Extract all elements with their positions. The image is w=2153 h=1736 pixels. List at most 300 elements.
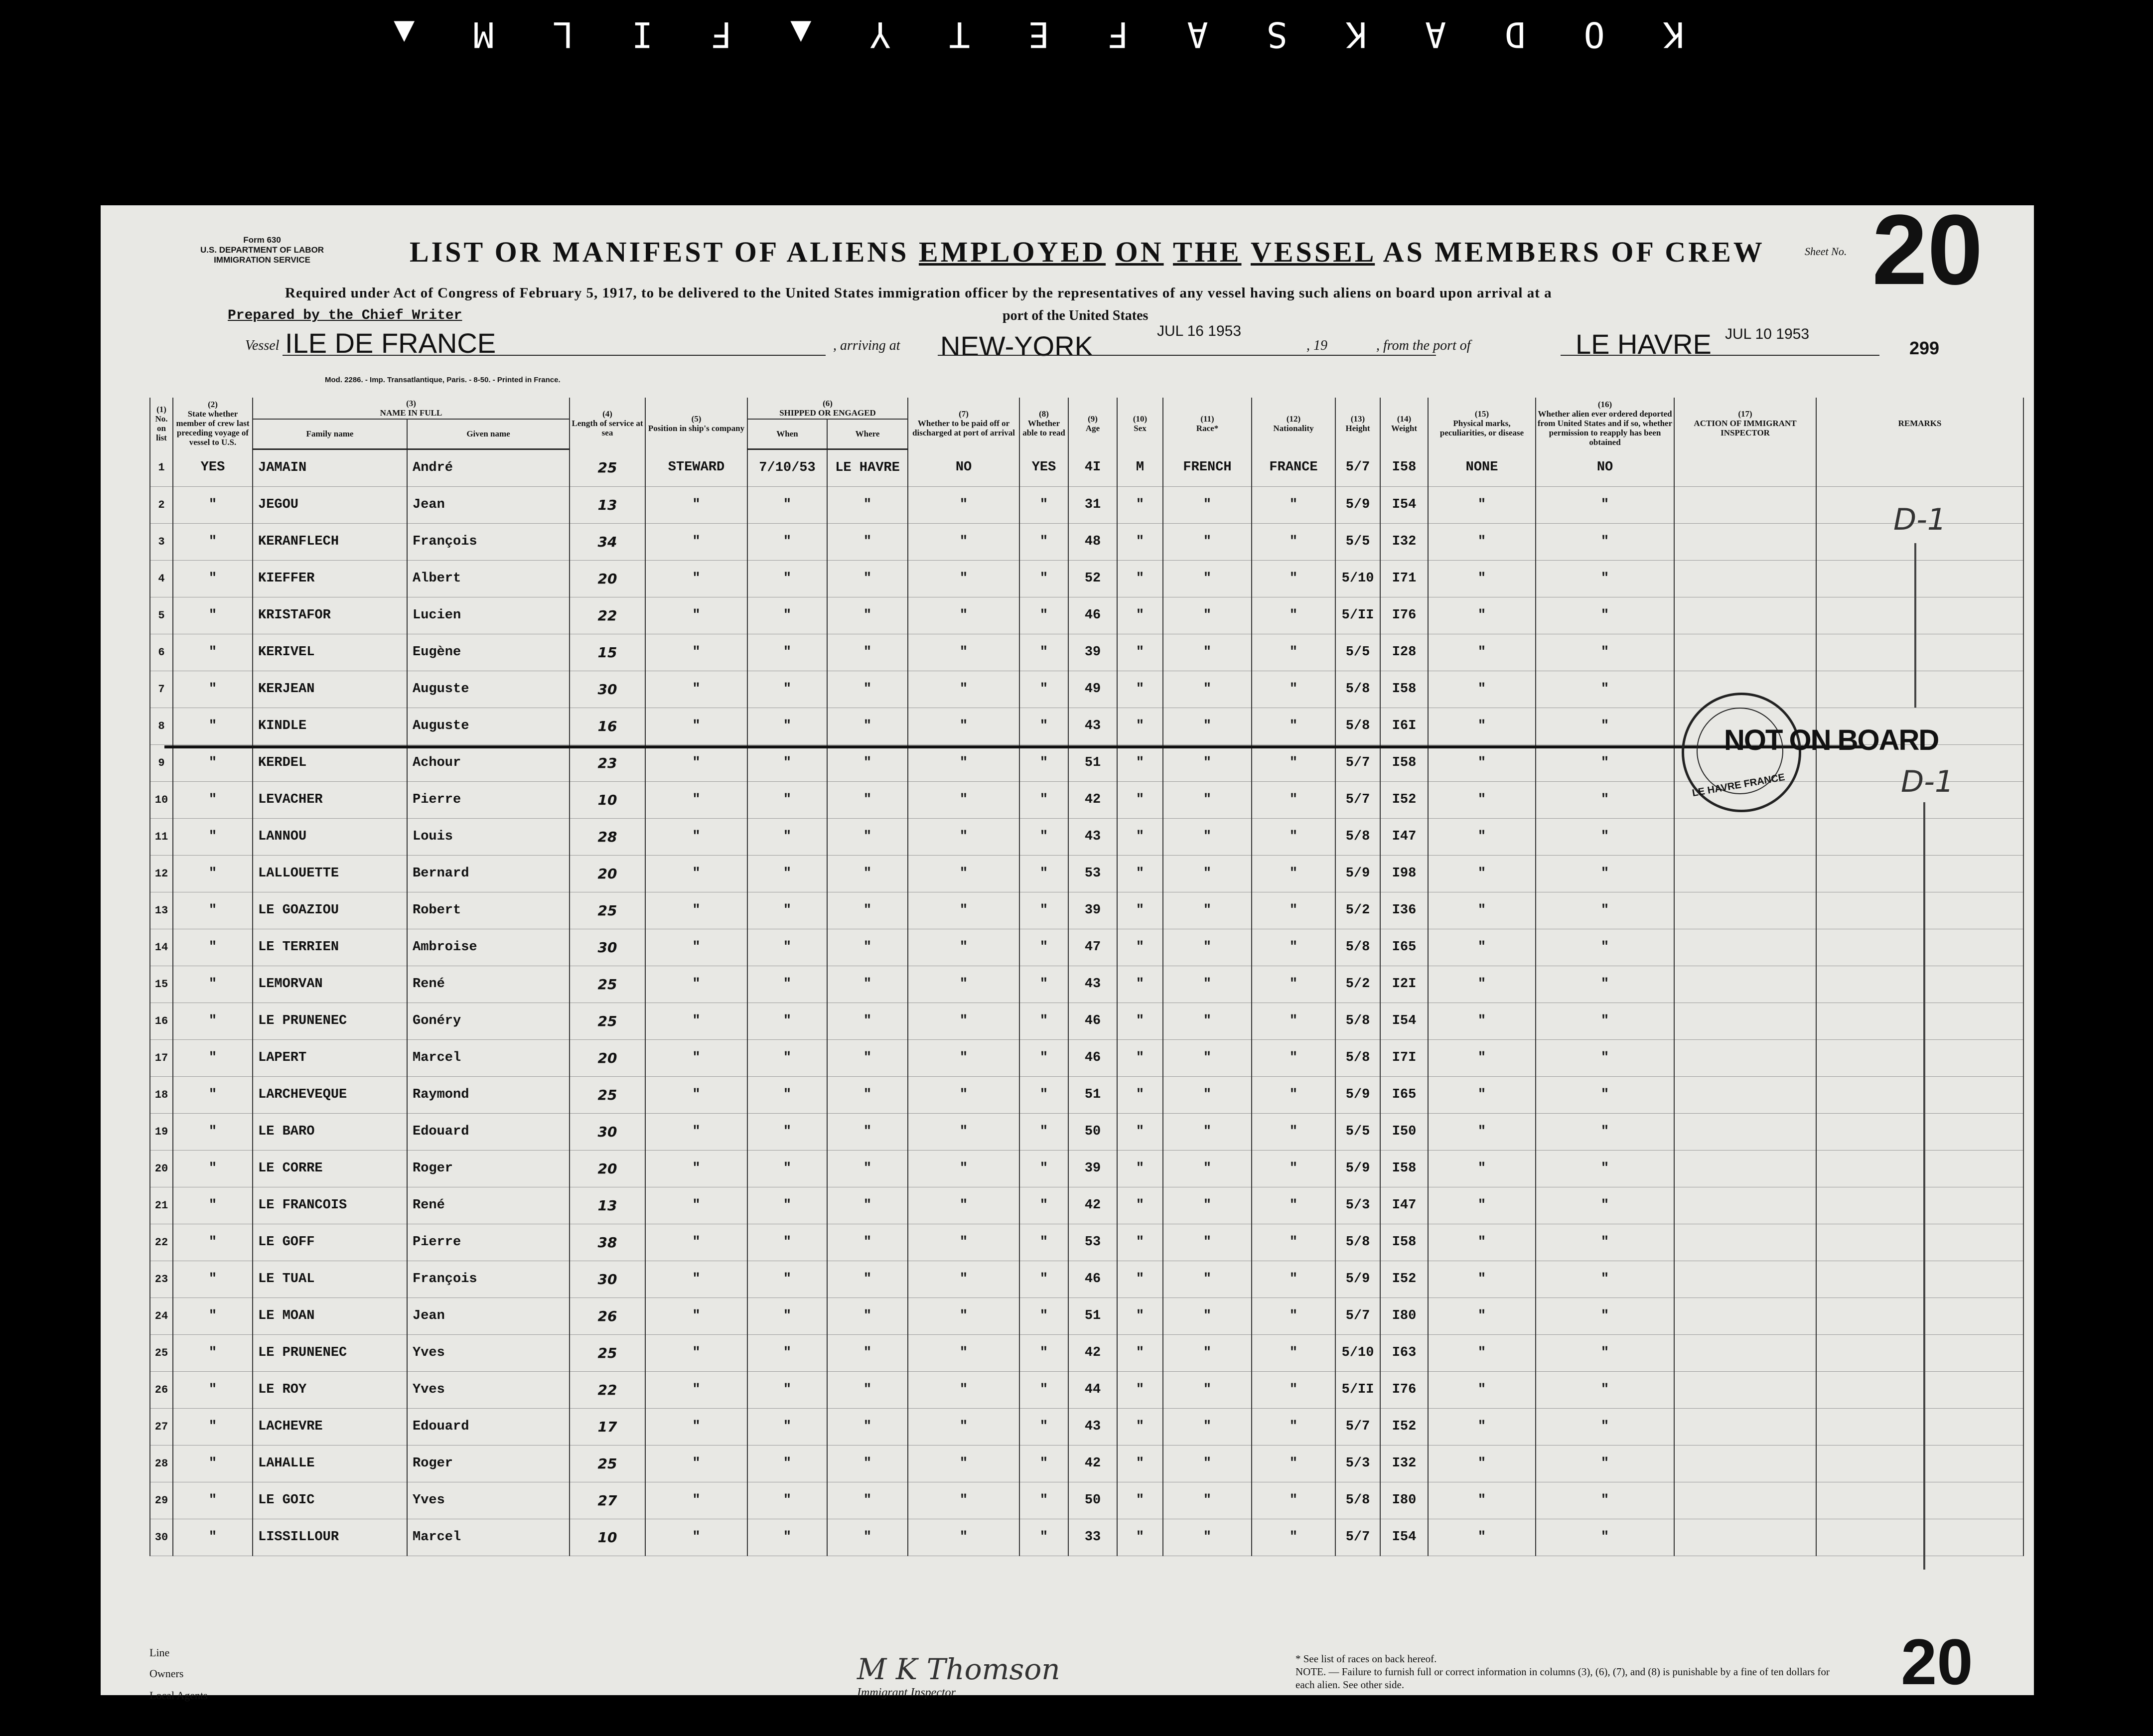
cell-given-name: Lucien (407, 597, 570, 634)
cell-can-read: " (1019, 1261, 1068, 1298)
cell-marks: " (1428, 671, 1536, 708)
cell-race: " (1163, 597, 1252, 634)
cell-shipped-when: " (747, 781, 827, 818)
cell-no: 2 (150, 486, 173, 523)
cell-family-name: LE GOFF (253, 1224, 407, 1261)
cell-given-name: Bernard (407, 855, 570, 892)
cell-given-name: Ambroise (407, 929, 570, 966)
cell-last-voyage: " (173, 486, 253, 523)
table-row (150, 597, 2023, 634)
cell-shipped-where: " (827, 1261, 908, 1298)
cell-family-name: JAMAIN (253, 449, 407, 486)
cell-remarks (1816, 1334, 2023, 1371)
cell-marks: " (1428, 1076, 1536, 1113)
cell-shipped-where: " (827, 744, 908, 781)
cell-position: " (645, 486, 747, 523)
cell-marks: " (1428, 523, 1536, 560)
cell-race: " (1163, 855, 1252, 892)
cell-last-voyage: " (173, 892, 253, 929)
table-row (150, 634, 2023, 671)
cell-sex: " (1117, 634, 1163, 671)
cell-action (1674, 1003, 1816, 1039)
cell-family-name: KERIVEL (253, 634, 407, 671)
cell-shipped-when: " (747, 1187, 827, 1224)
table-row (150, 966, 2023, 1003)
film-edge-letter: K (1340, 14, 1367, 55)
cell-remarks (1816, 671, 2023, 708)
table-row (150, 1150, 2023, 1187)
cell-shipped-when: " (747, 597, 827, 634)
cell-shipped-where: " (827, 781, 908, 818)
cell-deported: " (1536, 892, 1674, 929)
cell-age: 53 (1068, 1224, 1117, 1261)
cell-action (1674, 855, 1816, 892)
cell-given-name: Jean (407, 1298, 570, 1334)
prepared-by: Prepared by the Chief Writer (228, 308, 462, 323)
film-edge-letter: O (1579, 14, 1605, 55)
cell-shipped-when: " (747, 1408, 827, 1445)
title-word: THE (1173, 236, 1242, 268)
remark-bracket-line (1923, 802, 1925, 1570)
cell-deported: " (1536, 634, 1674, 671)
cell-action (1674, 1445, 1816, 1482)
cell-race: " (1163, 560, 1252, 597)
cell-sex: " (1117, 1482, 1163, 1519)
cell-nationality: " (1252, 1113, 1335, 1150)
cell-sex: M (1117, 449, 1163, 486)
cell-can-read: " (1019, 1408, 1068, 1445)
cell-position: STEWARD (645, 449, 747, 486)
cell-deported: " (1536, 1261, 1674, 1298)
cell-height: 5/8 (1335, 708, 1380, 744)
cell-family-name: LEMORVAN (253, 966, 407, 1003)
cell-service: 38 (570, 1224, 645, 1261)
cell-weight: I58 (1380, 449, 1428, 486)
cell-action (1674, 1519, 1816, 1556)
cell-remarks (1816, 818, 2023, 855)
film-edge-letter: F (1103, 14, 1129, 55)
cell-can-read: " (1019, 1298, 1068, 1334)
cell-age: 48 (1068, 523, 1117, 560)
cell-nationality: " (1252, 1187, 1335, 1224)
cell-family-name: LAHALLE (253, 1445, 407, 1482)
cell-height: 5/3 (1335, 1187, 1380, 1224)
title-word: VESSEL (1250, 236, 1375, 268)
cell-marks: " (1428, 929, 1536, 966)
cell-height: 5/8 (1335, 929, 1380, 966)
cell-deported: " (1536, 1371, 1674, 1408)
col-when-header: When (747, 419, 827, 449)
form-meta (200, 235, 324, 265)
table-row (150, 818, 2023, 855)
cell-position: " (645, 523, 747, 560)
cell-nationality: " (1252, 1482, 1335, 1519)
cell-action (1674, 1261, 1816, 1298)
cell-position: " (645, 1076, 747, 1113)
cell-can-read: " (1019, 1187, 1068, 1224)
title-word: AS (1383, 236, 1425, 268)
cell-sex: " (1117, 1224, 1163, 1261)
cell-height: 5/10 (1335, 1334, 1380, 1371)
cell-can-read: " (1019, 671, 1068, 708)
cell-last-voyage: " (173, 634, 253, 671)
cell-nationality: " (1252, 855, 1335, 892)
cell-paid-off: " (908, 1224, 1019, 1261)
cell-sex: " (1117, 1261, 1163, 1298)
cell-shipped-when: " (747, 634, 827, 671)
cell-marks: " (1428, 966, 1536, 1003)
cell-deported: " (1536, 708, 1674, 744)
cell-service: 20 (570, 1150, 645, 1187)
cell-can-read: " (1019, 634, 1068, 671)
cell-marks: " (1428, 1261, 1536, 1298)
cell-race: " (1163, 1039, 1252, 1076)
cell-given-name: Marcel (407, 1039, 570, 1076)
cell-position: " (645, 1224, 747, 1261)
cell-no: 16 (150, 1003, 173, 1039)
cell-given-name: Gonéry (407, 1003, 570, 1039)
printer-line: Mod. 2286. - Imp. Transatlantique, Paris. - 8-50. - Printed in France. (325, 376, 561, 384)
port-of-us: port of the United States (1003, 308, 1148, 323)
cell-sex: " (1117, 818, 1163, 855)
cell-sex: " (1117, 855, 1163, 892)
cell-family-name: LE TUAL (253, 1261, 407, 1298)
film-edge-letter: T (944, 14, 970, 55)
cell-last-voyage: " (173, 744, 253, 781)
cell-shipped-where: " (827, 818, 908, 855)
table-row (150, 1003, 2023, 1039)
cell-race: " (1163, 1150, 1252, 1187)
cell-family-name: KERJEAN (253, 671, 407, 708)
cell-age: 46 (1068, 597, 1117, 634)
cell-nationality: " (1252, 560, 1335, 597)
cell-height: 5/5 (1335, 634, 1380, 671)
cell-nationality: " (1252, 1519, 1335, 1556)
cell-shipped-where: " (827, 1298, 908, 1334)
cell-action (1674, 966, 1816, 1003)
year-label: , 19 (1306, 338, 1327, 353)
cell-can-read: " (1019, 966, 1068, 1003)
cell-can-read: " (1019, 1003, 1068, 1039)
cell-weight: I2I (1380, 966, 1428, 1003)
cell-marks: " (1428, 1113, 1536, 1150)
seal-text: LE HAVRE FRANCE (1691, 771, 1786, 799)
cell-height: 5/7 (1335, 1298, 1380, 1334)
cell-service: 30 (570, 671, 645, 708)
film-edge-letter: A (1182, 14, 1208, 55)
cell-can-read: " (1019, 929, 1068, 966)
cell-race: " (1163, 486, 1252, 523)
cell-action (1674, 597, 1816, 634)
cell-nationality: " (1252, 818, 1335, 855)
cell-shipped-when: " (747, 744, 827, 781)
cell-sex: " (1117, 486, 1163, 523)
cell-weight: I32 (1380, 523, 1428, 560)
cell-sex: " (1117, 1334, 1163, 1371)
cell-nationality: " (1252, 486, 1335, 523)
col-sex-header: (10) Sex (1117, 398, 1163, 449)
cell-deported: " (1536, 855, 1674, 892)
cell-age: 39 (1068, 892, 1117, 929)
cell-can-read: " (1019, 486, 1068, 523)
cell-remarks (1816, 1408, 2023, 1445)
cell-marks: " (1428, 744, 1536, 781)
cell-marks: " (1428, 1003, 1536, 1039)
cell-given-name: Roger (407, 1445, 570, 1482)
cell-shipped-when: " (747, 1039, 827, 1076)
cell-sex: " (1117, 892, 1163, 929)
cell-race: " (1163, 1224, 1252, 1261)
cell-shipped-when: " (747, 1519, 827, 1556)
cell-last-voyage: " (173, 855, 253, 892)
cell-sex: " (1117, 1076, 1163, 1113)
col-weight-header: (14) Weight (1380, 398, 1428, 449)
cell-deported: " (1536, 1298, 1674, 1334)
cell-remarks (1816, 1519, 2023, 1556)
table-row (150, 855, 2023, 892)
col-deported-header: (16) Whether alien ever ordered deported from United States and if so, whether permission to reapply has been obtained (1536, 398, 1674, 449)
cell-given-name: Auguste (407, 708, 570, 744)
cell-marks: " (1428, 1482, 1536, 1519)
cell-shipped-where: " (827, 1445, 908, 1482)
cell-service: 25 (570, 1076, 645, 1113)
cell-shipped-when: " (747, 966, 827, 1003)
cell-shipped-where: " (827, 1371, 908, 1408)
cell-shipped-where: " (827, 1113, 908, 1150)
cell-marks: " (1428, 1187, 1536, 1224)
sheet-number-bottom: 20 (1901, 1625, 1973, 1698)
races-note: * See list of races on back hereof. (1295, 1653, 1437, 1665)
cell-can-read: " (1019, 744, 1068, 781)
cell-position: " (645, 744, 747, 781)
cell-last-voyage: " (173, 1519, 253, 1556)
cell-sex: " (1117, 708, 1163, 744)
cell-age: 31 (1068, 486, 1117, 523)
cell-nationality: " (1252, 708, 1335, 744)
crew-manifest-table (149, 398, 2024, 1556)
cell-sex: " (1117, 560, 1163, 597)
cell-remarks (1816, 1224, 2023, 1261)
cell-paid-off: " (908, 486, 1019, 523)
cell-paid-off: " (908, 1039, 1019, 1076)
cell-deported: " (1536, 523, 1674, 560)
cell-marks: " (1428, 486, 1536, 523)
row-7-strike-line (164, 745, 1864, 748)
cell-height: 5/10 (1335, 560, 1380, 597)
cell-no: 14 (150, 929, 173, 966)
cell-given-name: Albert (407, 560, 570, 597)
cell-family-name: LALLOUETTE (253, 855, 407, 892)
cell-sex: " (1117, 929, 1163, 966)
cell-last-voyage: " (173, 1261, 253, 1298)
film-edge-letter: ▲ (785, 14, 812, 55)
title-word: CREW (1665, 236, 1765, 268)
cell-position: " (645, 1261, 747, 1298)
cell-deported: " (1536, 929, 1674, 966)
manifest-footer (149, 1625, 2023, 1702)
cell-weight: I54 (1380, 1003, 1428, 1039)
cell-position: " (645, 1187, 747, 1224)
cell-paid-off: " (908, 1519, 1019, 1556)
cell-service: 13 (570, 1187, 645, 1224)
cell-sex: " (1117, 597, 1163, 634)
sheet-number: 20 (1872, 194, 1983, 305)
cell-action (1674, 486, 1816, 523)
sheet-label: Sheet No. (1805, 245, 1847, 258)
cell-no: 19 (150, 1113, 173, 1150)
table-row (150, 486, 2023, 523)
cell-height: 5/9 (1335, 1261, 1380, 1298)
table-row (150, 1519, 2023, 1556)
cell-shipped-when: " (747, 560, 827, 597)
cell-weight: I58 (1380, 1150, 1428, 1187)
cell-family-name: KERDEL (253, 744, 407, 781)
cell-can-read: " (1019, 1150, 1068, 1187)
film-edge-letter: M (468, 14, 494, 55)
cell-can-read: " (1019, 892, 1068, 929)
cell-given-name: Auguste (407, 671, 570, 708)
cell-paid-off: " (908, 1298, 1019, 1334)
cell-paid-off: " (908, 892, 1019, 929)
cell-last-voyage: " (173, 1298, 253, 1334)
cell-weight: I58 (1380, 1224, 1428, 1261)
title-word: OR (494, 236, 543, 268)
cell-position: " (645, 892, 747, 929)
cell-no: 29 (150, 1482, 173, 1519)
cell-height: 5/5 (1335, 523, 1380, 560)
col-given-name-header: Given name (407, 419, 570, 449)
cell-last-voyage: " (173, 560, 253, 597)
cell-no: 7 (150, 671, 173, 708)
cell-position: " (645, 597, 747, 634)
cell-remarks (1816, 855, 2023, 892)
cell-nationality: " (1252, 1076, 1335, 1113)
cell-position: " (645, 855, 747, 892)
cell-race: " (1163, 1445, 1252, 1482)
cell-height: 5/7 (1335, 1408, 1380, 1445)
cell-age: 42 (1068, 781, 1117, 818)
cell-paid-off: " (908, 929, 1019, 966)
cell-can-read: " (1019, 818, 1068, 855)
cell-family-name: KRISTAFOR (253, 597, 407, 634)
cell-service: 28 (570, 818, 645, 855)
cell-shipped-where: " (827, 486, 908, 523)
cell-shipped-when: " (747, 671, 827, 708)
cell-can-read: " (1019, 781, 1068, 818)
col-read-header: (8) Whether able to read (1019, 398, 1068, 449)
cell-family-name: LE MOAN (253, 1298, 407, 1334)
cell-height: 5/9 (1335, 486, 1380, 523)
cell-marks: " (1428, 1334, 1536, 1371)
cell-no: 10 (150, 781, 173, 818)
cell-nationality: FRANCE (1252, 449, 1335, 486)
cell-height: 5/8 (1335, 1224, 1380, 1261)
cell-remarks (1816, 1261, 2023, 1298)
cell-shipped-where: " (827, 1519, 908, 1556)
cell-action (1674, 560, 1816, 597)
cell-shipped-when: 7/10/53 (747, 449, 827, 486)
cell-family-name: LE BARO (253, 1113, 407, 1150)
cell-height: 5/II (1335, 597, 1380, 634)
cell-race: " (1163, 892, 1252, 929)
cell-deported: " (1536, 486, 1674, 523)
cell-paid-off: " (908, 708, 1019, 744)
cell-weight: I76 (1380, 597, 1428, 634)
cell-paid-off: " (908, 966, 1019, 1003)
cell-marks: " (1428, 708, 1536, 744)
cell-sex: " (1117, 1445, 1163, 1482)
cell-last-voyage: " (173, 1076, 253, 1113)
table-row (150, 1187, 2023, 1224)
cell-deported: " (1536, 1039, 1674, 1076)
cell-marks: " (1428, 634, 1536, 671)
cell-last-voyage: " (173, 708, 253, 744)
cell-age: 39 (1068, 1150, 1117, 1187)
cell-remarks (1816, 1298, 2023, 1334)
cell-service: 20 (570, 855, 645, 892)
cell-paid-off: " (908, 855, 1019, 892)
col-position-header: (5) Position in ship's company (645, 398, 747, 449)
cell-race: " (1163, 1076, 1252, 1113)
cell-given-name: Yves (407, 1334, 570, 1371)
cell-race: " (1163, 1187, 1252, 1224)
cell-nationality: " (1252, 671, 1335, 708)
cell-shipped-when: " (747, 1150, 827, 1187)
cell-no: 8 (150, 708, 173, 744)
cell-action (1674, 1187, 1816, 1224)
cell-given-name: François (407, 523, 570, 560)
cell-service: 27 (570, 1482, 645, 1519)
col-action-header: (17) ACTION OF IMMIGRANT INSPECTOR (1674, 398, 1816, 449)
cell-height: 5/8 (1335, 818, 1380, 855)
cell-last-voyage: " (173, 523, 253, 560)
film-edge-letter: K (1658, 14, 1684, 55)
title-word: MEMBERS (1435, 236, 1601, 268)
cell-deported: " (1536, 1003, 1674, 1039)
cell-sex: " (1117, 1039, 1163, 1076)
title-word: OF (734, 236, 779, 268)
cell-paid-off: " (908, 1482, 1019, 1519)
cell-paid-off: " (908, 1371, 1019, 1408)
arriving-port: NEW-YORK (940, 330, 1093, 362)
cell-given-name: René (407, 966, 570, 1003)
cell-given-name: Pierre (407, 781, 570, 818)
cell-family-name: LE ROY (253, 1371, 407, 1408)
cell-position: " (645, 560, 747, 597)
cell-family-name: LEVACHER (253, 781, 407, 818)
cell-weight: I52 (1380, 781, 1428, 818)
cell-sex: " (1117, 1003, 1163, 1039)
table-row (150, 523, 2023, 560)
cell-weight: I71 (1380, 560, 1428, 597)
cell-sex: " (1117, 523, 1163, 560)
cell-service: 25 (570, 966, 645, 1003)
cell-given-name: Roger (407, 1150, 570, 1187)
cell-paid-off: " (908, 1408, 1019, 1445)
film-edge-letter: S (1261, 14, 1288, 55)
fine-note: NOTE. — Failure to furnish full or correct information in columns (3), (6), (7), and (8) is punishable by a fine of ten dollars for each alien. See other side. (1295, 1666, 1830, 1691)
cell-last-voyage: " (173, 1334, 253, 1371)
cell-paid-off: " (908, 634, 1019, 671)
cell-remarks (1816, 1445, 2023, 1482)
cell-action (1674, 1224, 1816, 1261)
table-row (150, 1039, 2023, 1076)
department: U.S. DEPARTMENT OF LABOR (200, 245, 324, 255)
cell-can-read: " (1019, 1371, 1068, 1408)
cell-height: 5/9 (1335, 1076, 1380, 1113)
film-edge-letter: E (1023, 14, 1050, 55)
cell-remarks (1816, 1113, 2023, 1150)
